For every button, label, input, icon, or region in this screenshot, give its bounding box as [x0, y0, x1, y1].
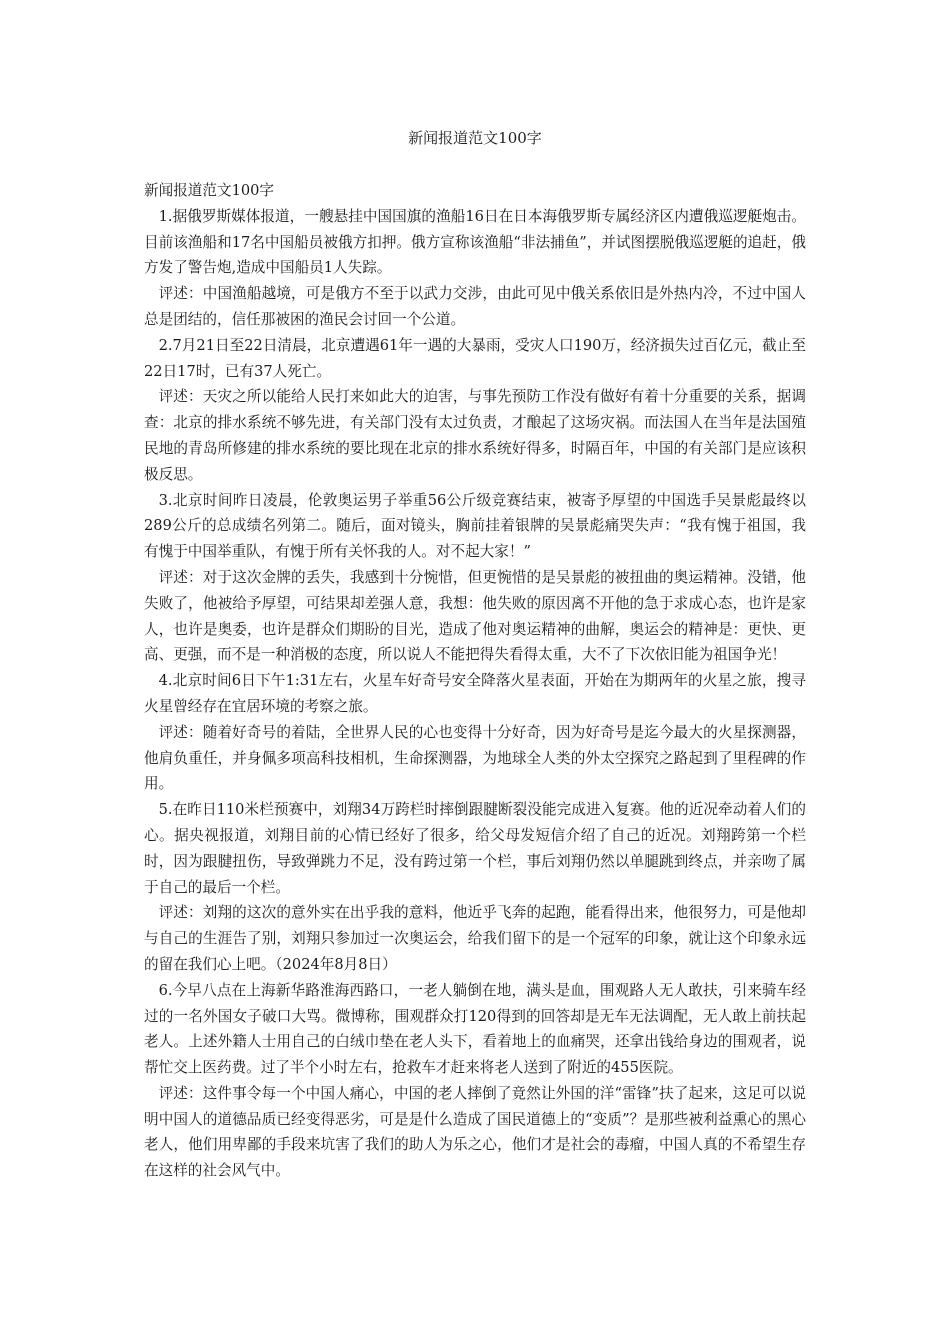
news-item-3: 3.北京时间昨日凌晨，伦敦奥运男子举重56公斤级竞赛结束，被寄予厚望的中国选手吴景彪最终以289公斤的总成绩名列第二。随后，面对镜头，胸前挂着银牌的吴景彪痛哭失声：“我有愧于祖国，我有愧于中国举重队，有愧于所有关怀我的人。对不起大家！” [144, 491, 806, 561]
document-heading: 新闻报道范文100字 [144, 182, 275, 199]
news-item-6: 6.今早八点在上海新华路淮海西路口，一老人躺倒在地，满头是血，围观路人无人敢扶，引来骑车经过的一名外国女子破口大骂。微博称，围观群众打120得到的回答却是无车无法调配，无人敢上前扶起老人。上述外籍人士用自己的白绒巾垫在老人头下，看着地上的血痛哭，还拿出钱给身边的围观者，说帮忙交上医药费。过了半个小时左右，抢救车才赶来将老人送到了附近的455医院。 [144, 981, 806, 1077]
news-item-4: 4.北京时间6日下午1:31左右，火星车好奇号安全降落火星表面，开始在为期两年的火星之旅，搜寻火星曾经存在宜居环境的考察之旅。 [144, 672, 806, 715]
news-item-1: 1.据俄罗斯媒体报道，一艘悬挂中国国旗的渔船16日在日本海俄罗斯专属经济区内遭俄巡逻艇炮击。目前该渔船和17名中国船员被俄方扣押。俄方宣称该渔船“非法捕鱼”，并试图摆脱俄巡逻艇的追赶，俄方发了警告炮,造成中国船员1人失踪。 [144, 207, 806, 277]
document-title: 新闻报道范文100字 [408, 129, 542, 147]
commentary-3: 评述：对于这次金牌的丢失，我感到十分惋惜，但更惋惜的是吴景彪的被扭曲的奥运精神。没错，他失败了，他被给予厚望，可结果却差强人意，我想：他失败的原因离不开他的急于求成心态，也许是家人，也许是奥委，也许是群众们期盼的目光，造成了他对奥运精神的曲解，奥运会的精神是：更快、更高、更强，而不是一种消极的态度，所以说人不能把得失看得太重，大不了下次依旧能为祖国争光！ [144, 568, 806, 664]
commentary-5: 评述：刘翔的这次的意外实在出乎我的意料，他近乎飞奔的起跑，能看得出来，他很努力，可是他却与自己的生涯告了别，刘翔只参加过一次奥运会，给我们留下的是一个冠军的印象，就让这个印象永远的留在我们心上吧。（2024年8月8日） [144, 904, 806, 973]
commentary-1: 评述：中国渔船越境，可是俄方不至于以武力交涉，由此可见中俄关系依旧是外热内冷，不过中国人总是团结的，信任那被困的渔民会讨回一个公道。 [144, 285, 806, 328]
commentary-6: 评述：这件事令每一个中国人痛心，中国的老人摔倒了竟然让外国的洋“雷锋”扶了起来，这足可以说明中国人的道德品质已经变得恶劣，可是是什么造成了国民道德上的“变质”？是那些被利益熏心的黑心老人，他们用卑鄙的手段来坑害了我们的助人为乐之心，他们才是社会的毒瘤，中国人真的不希望生存在这样的社会风气中。 [144, 1084, 806, 1180]
document-body [144, 178, 806, 1184]
commentary-2: 评述：天灾之所以能给人民打来如此大的迫害，与事先预防工作没有做好有着十分重要的关系，据调查：北京的排水系统不够先进，有关部门没有太过负责，才酿起了这场灾祸。而法国人在当年是法国殖民地的青岛所修建的排水系统的要比现在北京的排水系统好得多，时隔百年，中国的有关部门是应该积极反思。 [144, 388, 806, 483]
news-item-2: 2.7月21日至22日清晨，北京遭遇61年一遇的大暴雨，受灾人口190万，经济损失过百亿元，截止至22日17时，已有37人死亡。 [144, 336, 806, 380]
news-item-5: 5.在昨日110米栏预赛中，刘翔34万跨栏时摔倒跟腱断裂没能完成进入复赛。他的近况牵动着人们的心。据央视报道，刘翔目前的心情已经好了很多，给父母发短信介绍了自己的近况。刘翔跨第一个栏时，因为跟腱扭伤，导致弹跳力不足，没有跨过第一个栏，事后刘翔仍然以单腿跳到终点，并亲吻了属于自己的最后一个栏。 [144, 801, 806, 896]
commentary-4: 评述：随着好奇号的着陆，全世界人民的心也变得十分好奇，因为好奇号是迄今最大的火星探测器，他肩负重任，并身佩多项高科技相机，生命探测器，为地球全人类的外太空探究之路起到了里程碑的作用。 [144, 723, 806, 793]
